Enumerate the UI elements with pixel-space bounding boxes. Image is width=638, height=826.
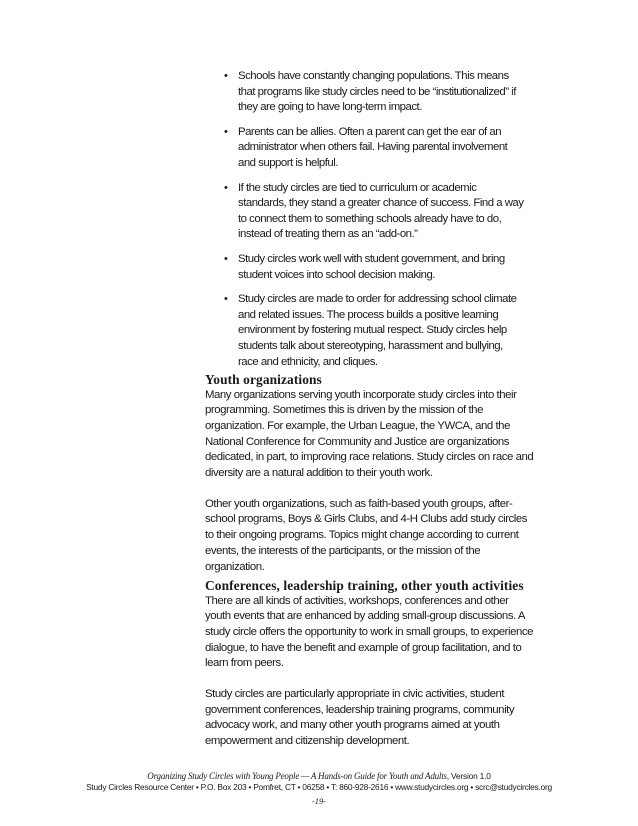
tips-bullet-list bbox=[224, 69, 524, 379]
footer-contact-line: Study Circles Resource Center • P.O. Box 203 • Pomfret, CT • 06258 • T: 860-928-2616 • www.studycircles.org • scrc@studycircles.org bbox=[86, 782, 552, 792]
bullet-icon: • bbox=[224, 70, 228, 82]
bullet-icon: • bbox=[224, 293, 228, 306]
section-heading: Youth organizations bbox=[205, 372, 322, 387]
list-item-text: Parents can be allies. Often a parent can get the ear of an administrator when others fail. Having parental involvement and support is helpful. bbox=[238, 125, 508, 169]
list-item bbox=[224, 69, 524, 116]
youth-organizations-section bbox=[205, 372, 535, 575]
paragraph: There are all kinds of activities, workshops, conferences and other youth events that are enhanced by adding small-group discussions. A study circle offers the opportunity to work in small groups, to experience dialogue, to have the benefit and example of group facilitation, and to learn from peers. bbox=[205, 594, 534, 670]
paragraph: Many organizations serving youth incorporate study circles into their programming. Sometimes this is driven by the mission of the organization. For example, the Urban League, the YWCA, and the National Conference for Community and Justice are organizations dedicated, in part, to improving race relations. Study circles on race and diversity are a natural addition to their youth work. bbox=[205, 388, 534, 480]
list-item-text: Study circles are made to order for addressing school climate and related issues. The process builds a positive learning environment by fostering mutual respect. Study circles help students talk about stereotyping, harassment and bullying, race and ethnicity, and cliques. bbox=[238, 293, 517, 368]
guide-version: Version 1.0 bbox=[448, 771, 491, 781]
bullet-icon: • bbox=[224, 252, 228, 265]
list-item bbox=[224, 125, 524, 172]
section-heading: Conferences, leadership training, other youth activities bbox=[205, 578, 524, 593]
page-footer bbox=[0, 771, 638, 807]
paragraph: Study circles are particularly appropriate in civic activities, student government conferences, leadership training programs, community advocacy work, and many other youth programs aimed at youth empowerment and citizenship development. bbox=[205, 688, 515, 748]
paragraph: Other youth organizations, such as faith-based youth groups, after-school programs, Boys & Girls Clubs, and 4-H Clubs add study circles to their ongoing programs. Topics might change according to current events, the interests of the participants, or the mission of the organization. bbox=[205, 497, 528, 573]
list-item bbox=[224, 252, 524, 283]
list-item-text: If the study circles are tied to curriculum or academic standards, they stand a greater chance of success. Find a way to connect them to something schools already have to do, instead of treating them as an “add-on.” bbox=[238, 181, 524, 241]
list-item bbox=[224, 292, 524, 370]
list-item bbox=[224, 181, 524, 243]
list-item-text: Study circles work well with student government, and bring student voices into school decision making. bbox=[238, 252, 505, 281]
bullet-icon: • bbox=[224, 181, 228, 194]
bullet-icon: • bbox=[224, 125, 228, 138]
conferences-section bbox=[205, 578, 535, 750]
footer-title-line bbox=[0, 771, 638, 782]
list-item-text: Schools have constantly changing populations. This means that programs like study circles need to be “institutionalized” if they are going to have long-term impact. bbox=[238, 70, 516, 114]
guide-title: Organizing Study Circles with Young People — A Hands-on Guide for Youth and Adults, bbox=[147, 771, 449, 781]
page-number: -19- bbox=[312, 797, 326, 806]
